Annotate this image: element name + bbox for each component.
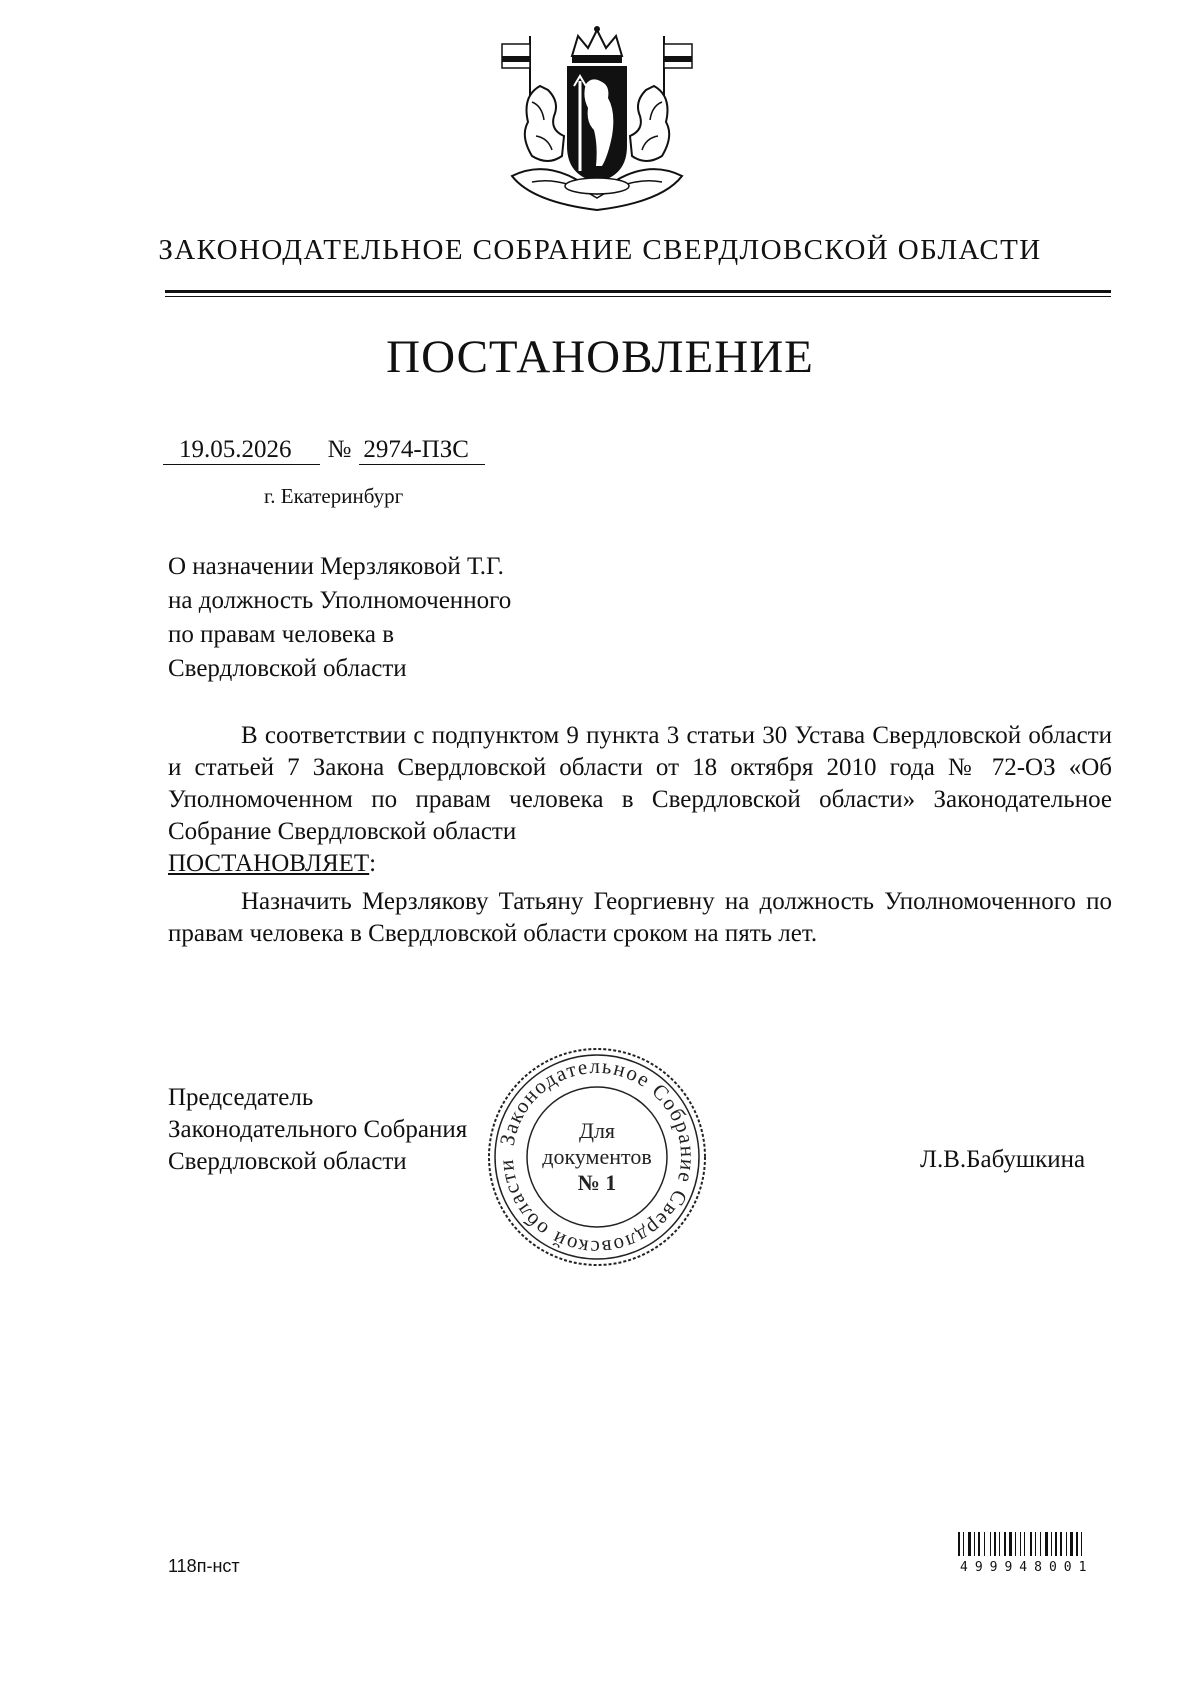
body-paragraph: Назначить Мерзлякову Татьяну Георгиевну на должность Уполномоченного по правам человека в Свердловской области сроком на пять лет. xyxy=(168,888,1112,947)
barcode-bar xyxy=(968,1532,971,1556)
barcode-bar xyxy=(1081,1532,1082,1556)
signer-title-line: Законодательного Собрания xyxy=(168,1116,468,1143)
coat-of-arms-icon xyxy=(492,26,702,216)
decree-line xyxy=(168,848,1112,880)
subject-line: О назначении Мерзляковой Т.Г. xyxy=(168,553,504,580)
document-city: г. Екатеринбург xyxy=(264,484,404,508)
seal-ring-text: Законодательное Собрание Свердловской области xyxy=(493,1053,701,1261)
barcode-bar xyxy=(1066,1532,1067,1556)
body-paragraph: В соответствии с подпунктом 9 пункта 3 статьи 30 Устава Свердловской области и статьей 7 Закона Свердловской области от 18 октября 2010 года № 72-ОЗ «Об Уполномоченном по правам человека в Свердловской области» Законодательное Собрание Свердловской области xyxy=(168,722,1112,845)
signer-name: Л.В.Бабушкина xyxy=(920,1146,1086,1173)
barcode-bar xyxy=(1009,1532,1012,1556)
barcode-bar xyxy=(1004,1532,1006,1556)
decree-word: ПОСТАНОВЛЯЕТ xyxy=(168,850,370,877)
document-number: 2974-ПЗС xyxy=(359,436,485,465)
signer-title-line: Председатель xyxy=(168,1084,314,1111)
barcode-bar xyxy=(1040,1532,1041,1556)
header-divider-thick xyxy=(165,290,1111,293)
seal-center-line: Для xyxy=(578,1118,616,1143)
barcode-bar xyxy=(1051,1532,1052,1556)
barcode-bar xyxy=(999,1532,1000,1556)
document-body xyxy=(168,720,1112,950)
barcode-bar xyxy=(1030,1532,1032,1556)
signer-title-line: Свердловской области xyxy=(168,1148,407,1175)
document-type-title: ПОСТАНОВЛЕНИЕ xyxy=(386,331,814,383)
document-subject xyxy=(168,550,588,686)
barcode-bar xyxy=(974,1532,975,1556)
signer-title xyxy=(168,1082,467,1178)
subject-line: по правам человека в xyxy=(168,621,395,648)
decree-colon: : xyxy=(369,850,377,877)
barcode-bar xyxy=(1015,1532,1016,1556)
official-seal-stamp xyxy=(484,1044,710,1270)
barcode-bar xyxy=(1035,1532,1036,1556)
barcode-bar xyxy=(990,1532,991,1556)
header-divider-thin xyxy=(165,296,1111,297)
barcode-bar xyxy=(1045,1532,1048,1556)
seal-center-line: документов xyxy=(542,1144,652,1169)
barcode-bar xyxy=(958,1532,960,1556)
organization-name: ЗАКОНОДАТЕЛЬНОЕ СОБРАНИЕ СВЕРДЛОВСКОЙ ОБЛАСТИ xyxy=(158,234,1042,266)
barcode-bar xyxy=(1055,1532,1057,1556)
barcode-bar xyxy=(994,1532,996,1556)
barcode-number: 499948001 xyxy=(960,1560,1094,1575)
seal-center-line: № 1 xyxy=(577,1170,617,1195)
barcode-bar xyxy=(984,1532,985,1556)
footer-code: 118п-нст xyxy=(168,1556,240,1576)
barcode-bar xyxy=(978,1532,980,1556)
subject-line: на должность Уполномоченного xyxy=(168,587,512,614)
subject-line: Свердловской области xyxy=(168,655,407,682)
barcode-bar xyxy=(1076,1532,1078,1556)
barcode-bar xyxy=(1020,1532,1021,1556)
document-date: 19.05.2026 xyxy=(163,436,320,465)
barcode-bar xyxy=(1024,1532,1025,1556)
number-label: № xyxy=(327,436,352,463)
date-number-line xyxy=(163,436,485,465)
barcode-bar xyxy=(1060,1532,1062,1556)
barcode-bar xyxy=(1070,1532,1073,1556)
barcode-bar xyxy=(963,1532,964,1556)
